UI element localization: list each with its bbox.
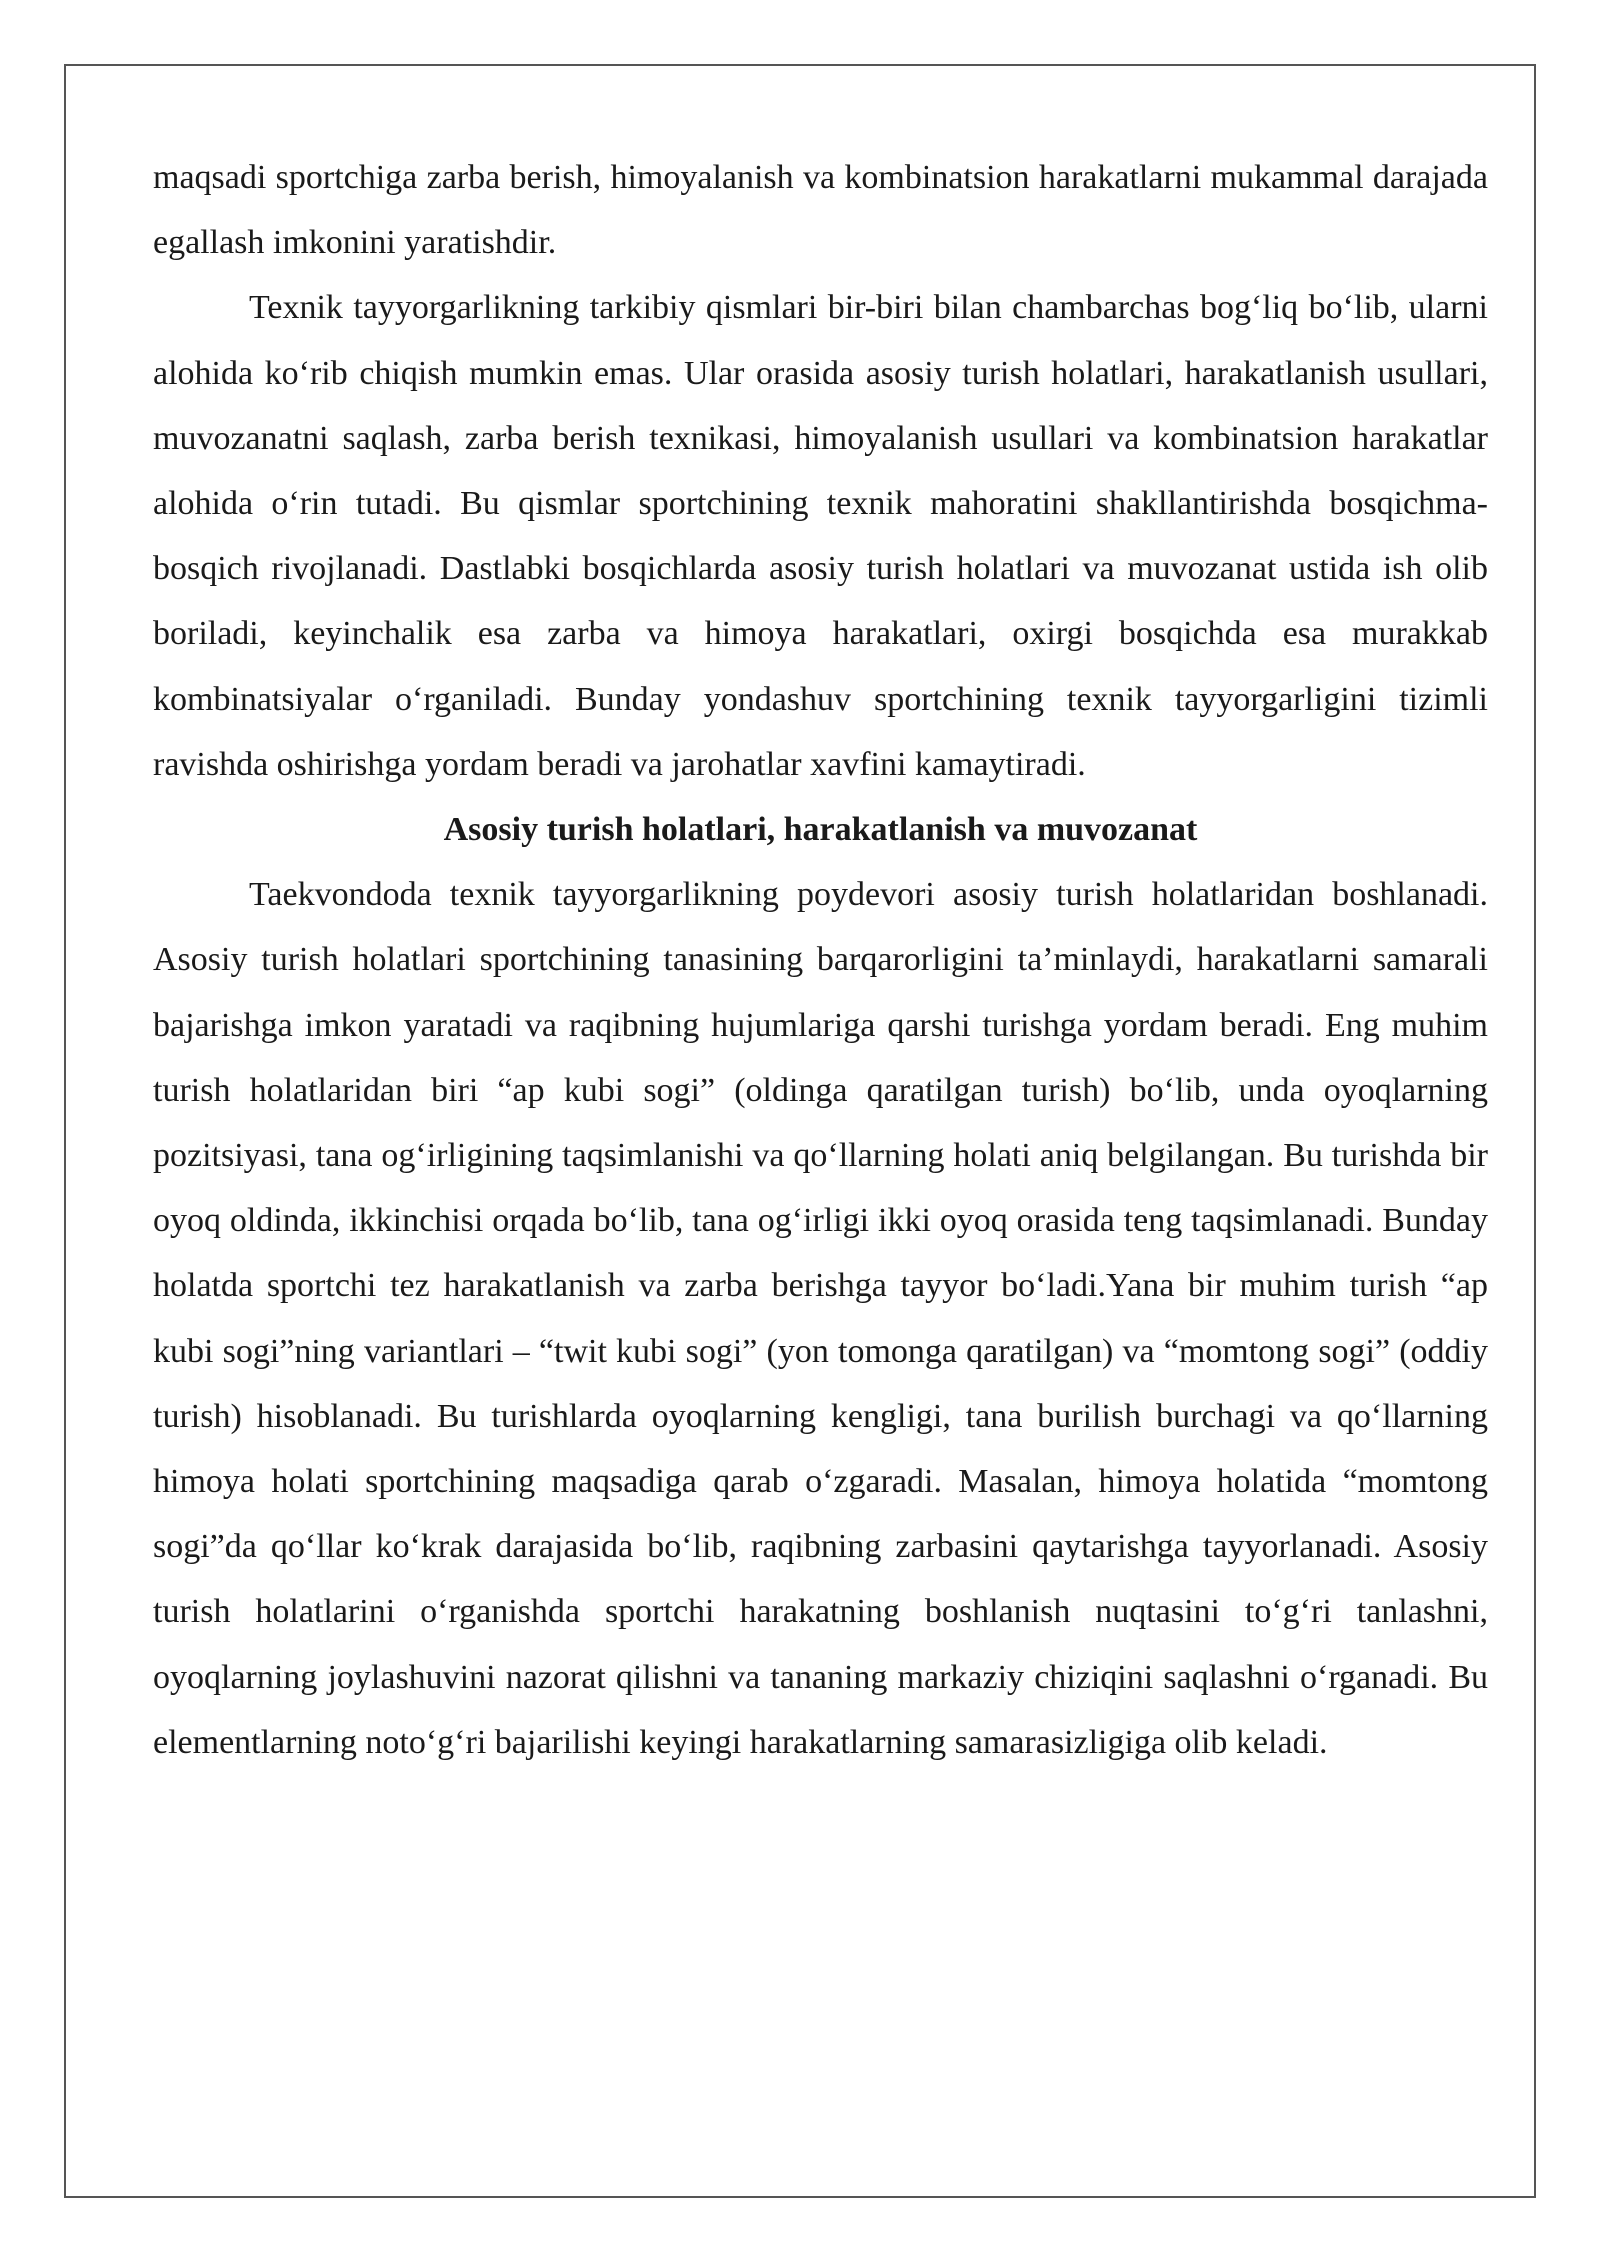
paragraph-continuation: maqsadi sportchiga zarba berish, himoyalanish va kombinatsion harakatlarni mukammal darajada egallash imkonini yaratishdir. [153, 159, 1488, 262]
section-heading: Asosiy turish holatlari, harakatlanish va muvozanat [443, 811, 1198, 849]
document-body [153, 145, 1488, 1775]
paragraph-technical-components: Texnik tayyorgarlikning tarkibiy qismlari bir-biri bilan chambarchas bog‘liq bo‘lib, ularni alohida ko‘rib chiqish mumkin emas. Ular orasida asosiy turish holatlari, harakatlanish usullari, muvozanatni saqlash, zarba berish texnikasi, himoyalanish usullari va kombinatsion harakatlar alohida o‘rin tutadi. Bu qismlar sportchining texnik mahoratini shakllantirishda bosqichma-bosqich rivojlanadi. Dastlabki bosqichlarda asosiy turish holatlari va muvozanat ustida ish olib boriladi, keyinchalik esa zarba va himoya harakatlari, oxirgi bosqichda esa murakkab kombinatsiyalar o‘rganiladi. Bunday yondashuv sportchining texnik tayyorgarligini tizimli ravishda oshirishga yordam beradi va jarohatlar xavfini kamaytiradi. [153, 289, 1488, 783]
paragraph-basic-stances: Taekvondoda texnik tayyorgarlikning poydevori asosiy turish holatlaridan boshlanadi. Asosiy turish holatlari sportchining tanasining barqarorligini ta’minlaydi, harakatlarni samarali bajarishga imkon yaratadi va raqibning hujumlariga qarshi turishga yordam beradi. Eng muhim turish holatlaridan biri “ap kubi sogi” (oldinga qaratilgan turish) bo‘lib, unda oyoqlarning pozitsiyasi, tana og‘irligining taqsimlanishi va qo‘llarning holati aniq belgilangan. Bu turishda bir oyoq oldinda, ikkinchisi orqada bo‘lib, tana og‘irligi ikki oyoq orasida teng taqsimlanadi. Bunday holatda sportchi tez harakatlanish va zarba berishga tayyor bo‘ladi.Yana bir muhim turish “ap kubi sogi”ning variantlari – “twit kubi sogi” (yon tomonga qaratilgan) va “momtong sogi” (oddiy turish) hisoblanadi. Bu turishlarda oyoqlarning kengligi, tana burilish burchagi va qo‘llarning himoya holati sportchining maqsadiga qarab o‘zgaradi. Masalan, himoya holatida “momtong sogi”da qo‘llar ko‘krak darajasida bo‘lib, raqibning zarbasini qaytarishga tayyorlanadi. Asosiy turish holatlarini o‘rganishda sportchi harakatning boshlanish nuqtasini to‘g‘ri tanlashni, oyoqlarning joylashuvini nazorat qilishni va tananing markaziy chiziqini saqlashni o‘rganadi. Bu elementlarning noto‘g‘ri bajarilishi keyingi harakatlarning samarasizligiga olib keladi. [153, 876, 1488, 1761]
